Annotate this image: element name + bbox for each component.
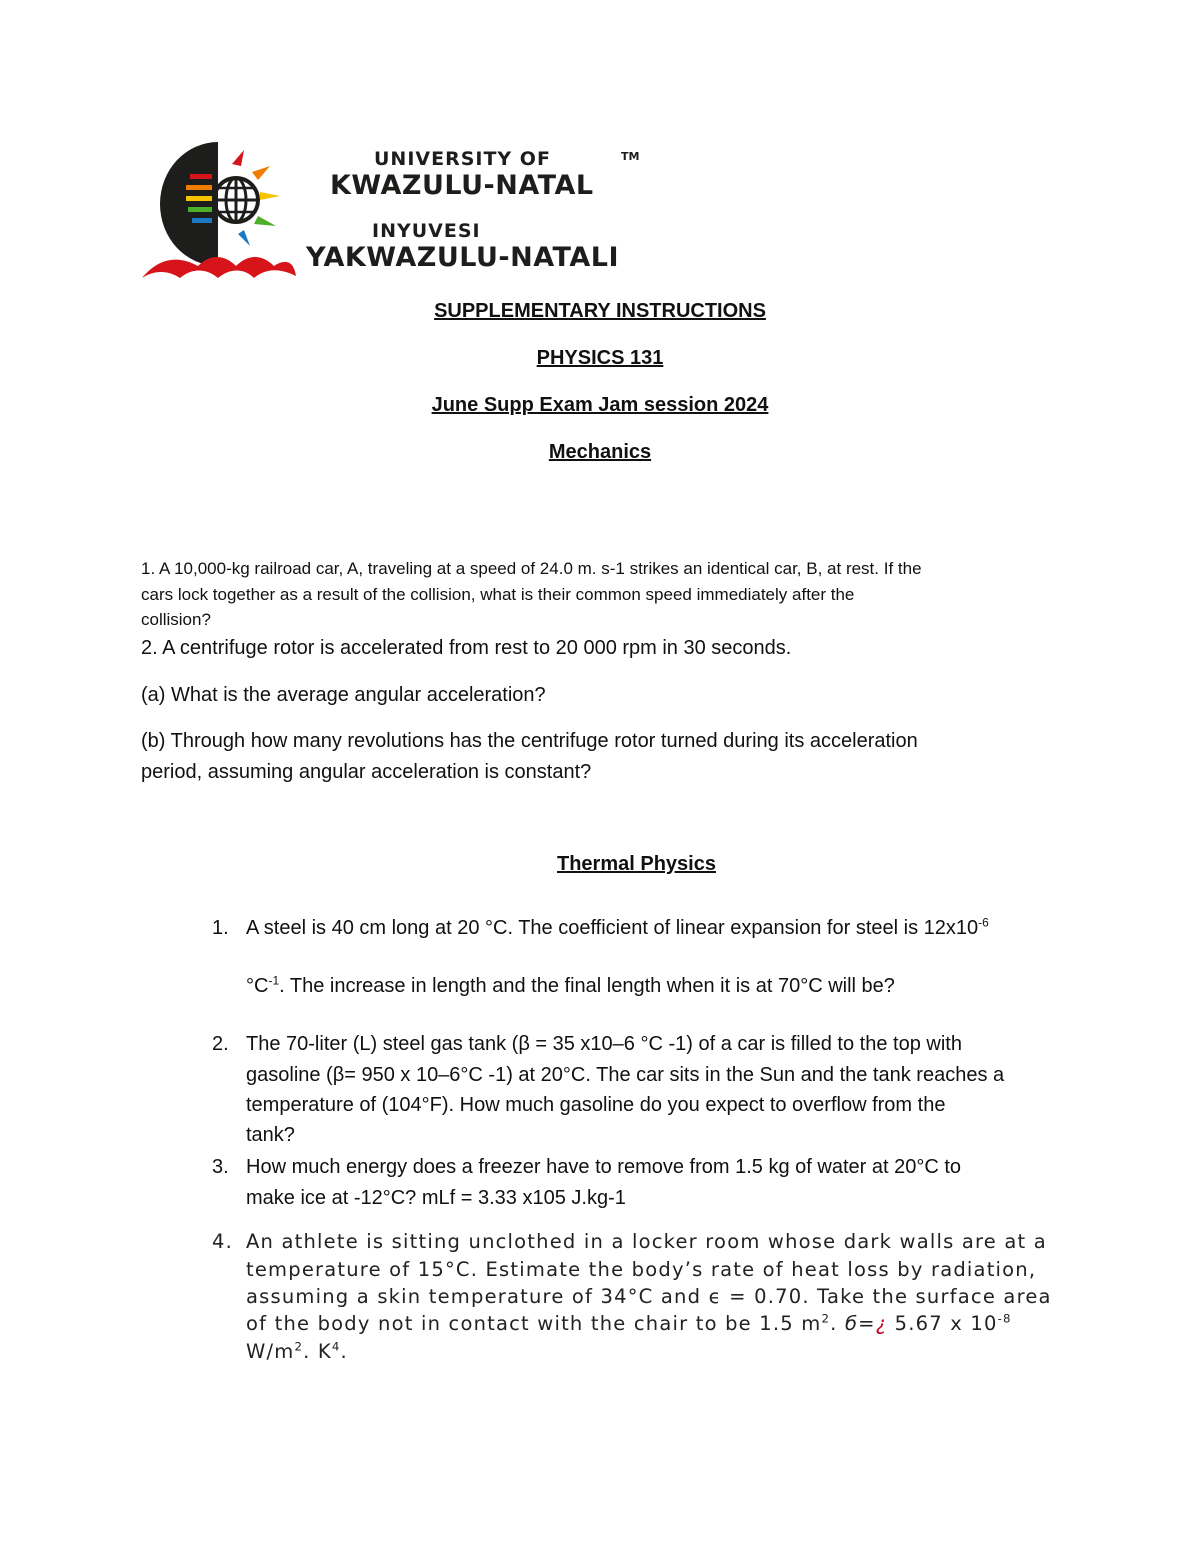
- logo-dark-half-disc: [160, 142, 218, 266]
- logo-trademark: TM: [621, 150, 640, 163]
- mechanics-q2: 2. A centrifuge rotor is accelerated from rest to 20 000 rpm in 30 seconds.: [141, 637, 792, 659]
- logo-stripe-orange: [186, 185, 212, 190]
- mechanics-q2b-line2: period, assuming angular acceleration is constant?: [141, 761, 592, 783]
- logo-text-yakwazulu-natali: YAKWAZULU-NATALI: [306, 242, 619, 273]
- logo-red-wave: [142, 257, 296, 278]
- logo-ray-orange: [252, 166, 270, 180]
- thermal-item-4-line4: of the body not in contact with the chair to be 1.5 $m^2$. б=¿ 5.67 x $10^{-8}$: [246, 1311, 1012, 1335]
- unknown-glyph: ¿: [875, 1312, 888, 1335]
- thermal-item-2-number: 2.: [212, 1033, 229, 1055]
- thermal-item-3-line2: make ice at -12°C? mLf = 3.33 x105 J.kg-1: [246, 1187, 626, 1209]
- thermal-item-3-number: 3.: [212, 1156, 229, 1178]
- heading-mechanics: Mechanics: [548, 441, 652, 463]
- heading-course: PHYSICS 131: [536, 347, 664, 369]
- logo-stripe-red: [190, 174, 212, 179]
- thermal-item-1-number: 1.: [212, 917, 229, 939]
- thermal-item-4-line1: An athlete is sitting unclothed in a locker room whose dark walls are at a: [246, 1230, 1047, 1253]
- thermal-item-1-line2: $^\circ C^{-1}$. The increase in length and the final length when it is at 70°C will be?: [246, 973, 895, 997]
- logo-text-kwazulu-natal: KWAZULU-NATAL: [330, 170, 594, 201]
- logo-ray-blue: [238, 230, 250, 246]
- logo-ray-green: [254, 216, 276, 226]
- mechanics-q1-line1: 1. A 10,000-kg railroad car, A, traveling at a speed of 24.0 m. s-1 strikes an identical car, B, at rest. If the: [141, 559, 922, 578]
- heading-thermal-physics: Thermal Physics: [557, 853, 716, 875]
- thermal-item-4-number: 4.: [212, 1230, 234, 1253]
- mechanics-q2a: (a) What is the average angular acceleration?: [141, 684, 546, 706]
- mechanics-q1-line2: cars lock together as a result of the collision, what is their common speed immediately after the: [141, 585, 855, 604]
- thermal-item-2-line4: tank?: [246, 1124, 295, 1146]
- mechanics-q2b-line1: (b) Through how many revolutions has the centrifuge rotor turned during its acceleration: [141, 730, 918, 752]
- thermal-item-2-line3: temperature of (104°F). How much gasoline do you expect to overflow from the: [246, 1094, 946, 1116]
- thermal-item-2-line2: gasoline (β= 950 x 10–6°C -1) at 20°C. The car sits in the Sun and the tank reaches a: [246, 1064, 1005, 1086]
- logo-stripe-yellow: [186, 196, 212, 201]
- mechanics-q1-line3: collision?: [141, 610, 211, 629]
- thermal-item-4-line5: $W/m^2$. $K^4$.: [246, 1339, 348, 1363]
- thermal-item-4-line3: assuming a skin temperature of 34°C and ϵ = 0.70. Take the surface area: [246, 1285, 1052, 1308]
- thermal-item-1-line1: A steel is 40 cm long at 20 °C. The coefficient of linear expansion for steel is $12x10^{-6}$: [246, 915, 989, 939]
- heading-session: June Supp Exam Jam session 2024: [431, 394, 769, 416]
- logo-ray-red: [232, 150, 244, 166]
- logo-text-university-of: UNIVERSITY OF: [374, 148, 551, 170]
- logo-stripe-green: [188, 207, 212, 212]
- logo-text-inyuvesi: INYUVESI: [372, 220, 481, 242]
- logo-ray-yellow: [260, 192, 280, 200]
- logo-stripe-blue: [192, 218, 212, 223]
- heading-supplementary-instructions: SUPPLEMENTARY INSTRUCTIONS: [434, 300, 766, 322]
- thermal-item-2-line1: The 70-liter (L) steel gas tank (β = 35 x10–6 °C -1) of a car is filled to the top with: [246, 1033, 962, 1055]
- thermal-item-4-line2: temperature of 15°C. Estimate the body’s rate of heat loss by radiation,: [246, 1258, 1037, 1281]
- thermal-item-3-line1: How much energy does a freezer have to remove from 1.5 kg of water at 20°C to: [246, 1156, 962, 1178]
